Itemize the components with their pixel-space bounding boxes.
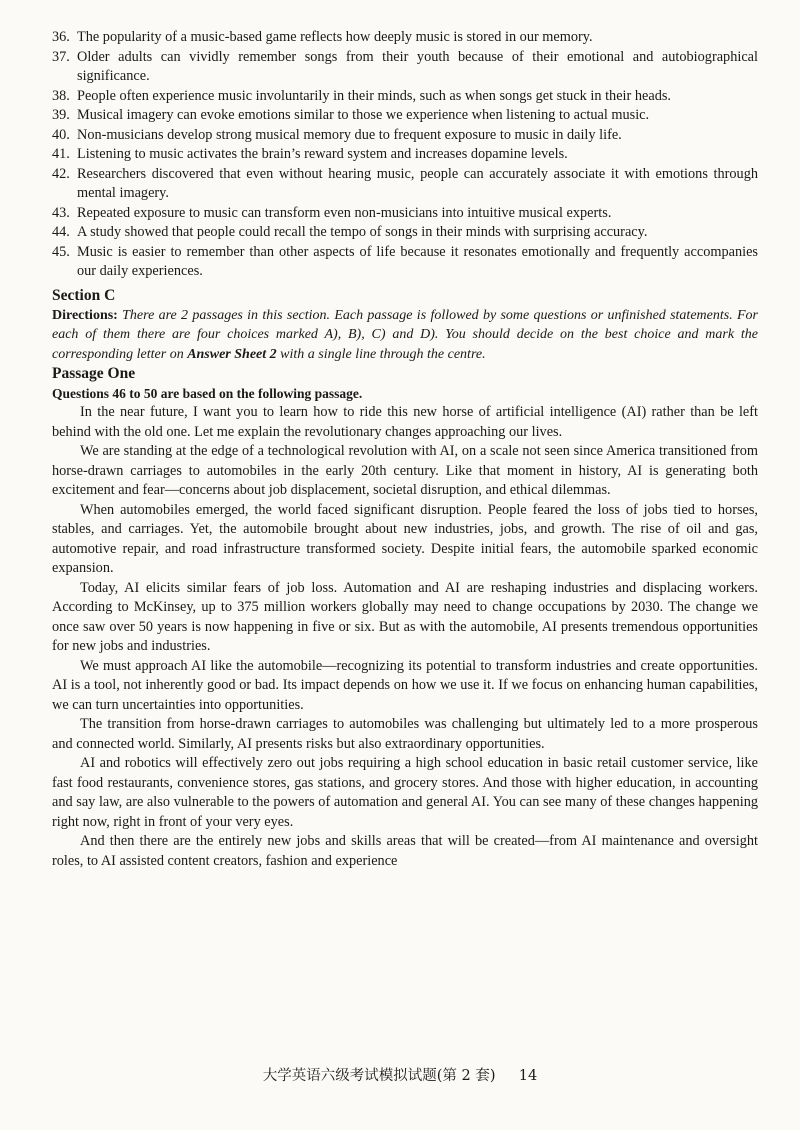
passage-paragraph: AI and robotics will effectively zero out jobs requiring a high school education in basic retail customer service, like fast food restaurants, convenience stores, gas stations, and grocery stores. And those with higher education, in accounting and say law, are also vulnerable to the powers of automation and general AI. You can see many of these changes happening right now, right in front of your very eyes. — [52, 755, 758, 830]
statement-number: 45. — [52, 243, 70, 260]
passage-paragraph: We are standing at the edge of a technological revolution with AI, on a scale not seen since America transitioned from horse-drawn carriages to automobiles in the early 20th century. Like that moment in history, AI is generating both excitement and fear—concerns about job displacement, societal disruption, and ethical dilemmas. — [52, 443, 758, 498]
statement-item — [52, 204, 758, 224]
page-content — [52, 28, 758, 871]
statement-text: Older adults can vividly remember songs from their youth because of their emotional and autobiographical significance. — [77, 48, 758, 84]
statement-item — [52, 145, 758, 165]
statement-item — [52, 106, 758, 126]
statement-text: A study showed that people could recall the tempo of songs in their minds with surprising accuracy. — [77, 224, 648, 240]
passage-heading: Passage One — [52, 365, 136, 382]
statement-item — [52, 243, 758, 282]
passage-body — [52, 403, 758, 871]
statement-text: Musical imagery can evoke emotions similar to those we experience when listening to actual music. — [77, 107, 650, 123]
statement-item — [52, 28, 758, 48]
passage-paragraph: In the near future, I want you to learn how to ride this new horse of artificial intelligence (AI) rather than be left behind with the old one. Let me explain the revolutionary changes approaching our lives. — [52, 404, 758, 440]
statement-item — [52, 126, 758, 146]
section-heading: Section C — [52, 286, 116, 304]
statement-text: Repeated exposure to music can transform even non-musicians into intuitive musical experts. — [77, 204, 612, 221]
footer-title: 大学英语六级考试模拟试题(第 2 套) — [262, 1068, 496, 1084]
statement-number: 38. — [52, 87, 70, 104]
directions-label: Directions: — [52, 307, 118, 323]
statement-text: The popularity of a music-based game reflects how deeply music is stored in our memory. — [77, 29, 593, 45]
statement-number: 39. — [52, 107, 70, 123]
statement-number: 41. — [52, 146, 70, 162]
statement-item — [52, 48, 758, 87]
statement-number: 44. — [52, 224, 70, 240]
statement-number: 43. — [52, 204, 70, 221]
statement-text: Listening to music activates the brain’s reward system and increases dopamine levels. — [77, 146, 568, 162]
passage-paragraph: And then there are the entirely new jobs and skills areas that will be created—from AI maintenance and oversight roles, to AI assisted content creators, fashion and experience — [52, 833, 758, 869]
statement-item — [52, 87, 758, 107]
page-number: 14 — [518, 1068, 538, 1084]
statement-text: Music is easier to remember than other aspects of life because it resonates emotionally and frequently accompanies our daily experiences. — [77, 243, 758, 279]
directions-text-end: with a single line through the centre. — [276, 346, 486, 362]
passage-paragraph: Today, AI elicits similar fears of job loss. Automation and AI are reshaping industries and displacing workers. According to McKinsey, up to 375 million workers globally may need to change occupations by 2030. The change we once saw over 50 years is now happening in five or six. But as with the automobile, AI presents tremendous opportunities for new jobs and industries. — [52, 579, 758, 654]
statement-text: Non-musicians develop strong musical memory due to frequent exposure to music in daily life. — [77, 126, 622, 143]
statement-list — [52, 28, 758, 282]
statement-number: 40. — [52, 126, 70, 143]
directions — [52, 306, 758, 365]
statement-text: People often experience music involuntarily in their minds, such as when songs get stuck in their heads. — [77, 87, 671, 104]
directions-text: There are 2 passages in this section. Each passage is followed by some questions or unfinished statements. For each of them there are four choices marked A), B), C) and D). You should decide on the best choice and mark the corresponding letter on — [52, 307, 758, 362]
statement-text: Researchers discovered that even without hearing music, people can accurately associate it with emotions through mental imagery. — [77, 165, 758, 201]
statement-number: 36. — [52, 29, 70, 45]
statement-item — [52, 223, 758, 243]
page-footer — [0, 1064, 800, 1085]
answer-sheet-label: Answer Sheet 2 — [187, 346, 277, 362]
passage-paragraph: We must approach AI like the automobile—recognizing its potential to transform industries and create opportunities. AI is a tool, not inherently good or bad. Its impact depends on how we use it. If we focus on enhancing human capabilities, we can turn uncertainties into opportunities. — [52, 657, 758, 713]
questions-note: Questions 46 to 50 are based on the following passage. — [52, 386, 363, 401]
statement-number: 37. — [52, 48, 70, 65]
passage-paragraph: When automobiles emerged, the world faced significant disruption. People feared the loss of jobs tied to horses, stables, and carriages. Yet, the automobile brought about new industries, jobs, and growth. The rise of oil and gas, automotive repair, and road infrastructure transformed society. Despite initial fears, the automobile sparked economic expansion. — [52, 501, 758, 576]
statement-item — [52, 165, 758, 204]
passage-paragraph: The transition from horse-drawn carriages to automobiles was challenging but ultimately led to a more prosperous and connected world. Similarly, AI presents risks but also extraordinary opportunities. — [52, 716, 758, 752]
statement-number: 42. — [52, 165, 70, 182]
